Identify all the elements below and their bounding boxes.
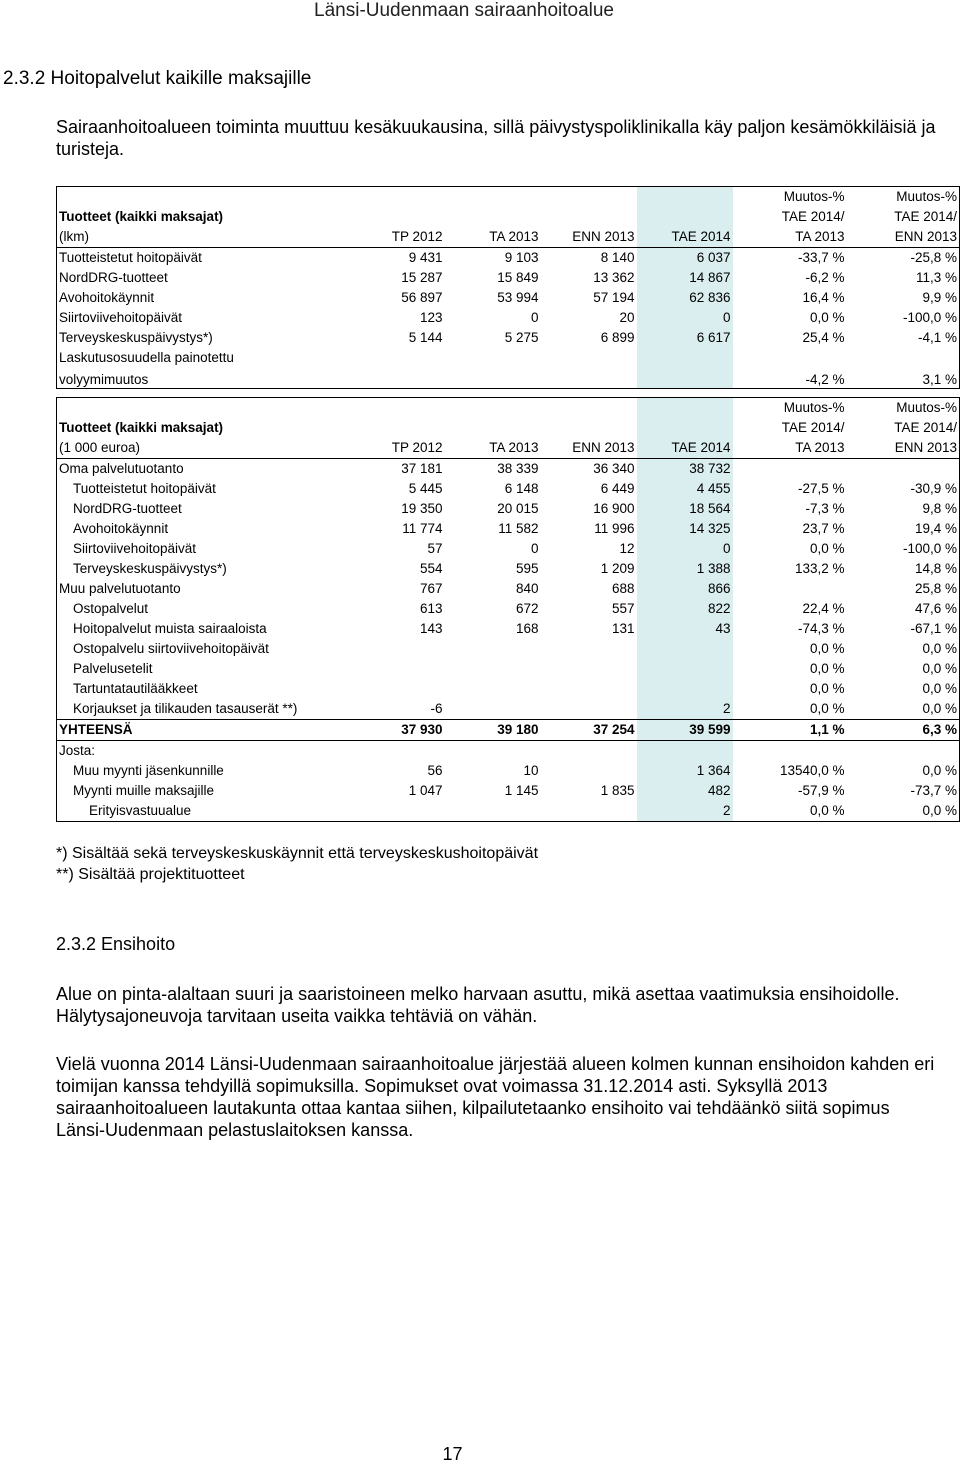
- table2-cell: 0,0 %: [809, 641, 845, 656]
- table1-cell: 13 362: [593, 270, 635, 285]
- table1-change-header-2-line2: TAE 2014/: [894, 209, 957, 224]
- table2-cell: 672: [515, 601, 539, 616]
- table2-total-cell: 37 930: [357, 720, 445, 741]
- table2-row-label: Ostopalvelu siirtoviivehoitopäivät: [73, 641, 269, 656]
- table2-row: [57, 801, 960, 822]
- table2-cell: 11 582: [498, 521, 539, 536]
- table2-cell: 37 181: [401, 461, 443, 476]
- table1-row-label: NordDRG-tuotteet: [59, 270, 168, 285]
- table2-row-label: Terveyskeskuspäivystys*): [73, 561, 227, 576]
- table1-change-header-2-line3: ENN 2013: [847, 227, 960, 248]
- table2-josta-label: Josta:: [59, 743, 96, 758]
- table2-cell: [445, 679, 541, 699]
- table2-cell: 2: [637, 699, 733, 720]
- table1-cell: 14 867: [637, 268, 733, 288]
- products-euro-table: [56, 397, 960, 822]
- table2-total-label: YHTEENSÄ: [57, 720, 357, 741]
- table1-cell: 5 275: [504, 330, 539, 345]
- ensihoito-paragraph-1: Alue on pinta-alaltaan suuri ja saaristoineen melko harvaan asuttu, mikä asettaa vaatimuksia ensihoidolle. Hälytysajoneuvoja tarvitaan useita vaikka tehtäviä on vähän.: [56, 984, 900, 1026]
- table2-cell: 131: [611, 621, 635, 636]
- table1-change-header-1-line3: TA 2013: [733, 227, 847, 248]
- table2-cell: 12: [619, 541, 635, 556]
- table2-cell: 1 835: [600, 783, 635, 798]
- table2-cell: 866: [637, 579, 733, 599]
- table2-cell: 482: [637, 781, 733, 801]
- footnote-2: **) Sisältää projektituotteet: [56, 866, 245, 883]
- table2-cell: 0,0 %: [922, 803, 957, 818]
- table1-change-header-1-line2: TAE 2014/: [781, 209, 845, 224]
- table2-cell: 57: [427, 541, 443, 556]
- table2-row: [57, 639, 960, 659]
- table2-row-label: Tartuntatautilääkkeet: [73, 681, 198, 696]
- table1-cell: -4,2 %: [805, 372, 845, 387]
- table1-col-header: TP 2012: [357, 227, 445, 248]
- table2-row-label: Avohoitokäynnit: [73, 521, 169, 536]
- table2-cell: 1 209: [600, 561, 635, 576]
- table2-cell: 38 339: [497, 461, 539, 476]
- table2-cell: [445, 801, 541, 822]
- table1-cell: 0: [530, 310, 539, 325]
- table2-row: [57, 699, 960, 720]
- table2-total-cell: 37 254: [541, 720, 637, 741]
- table2-cell: [357, 659, 445, 679]
- table2-row: [57, 459, 960, 480]
- table2-cell: 0,0 %: [922, 661, 957, 676]
- table2-col-header: ENN 2013: [541, 438, 637, 459]
- table2-cell: 595: [515, 561, 539, 576]
- table2-cell: 4 455: [637, 479, 733, 499]
- table2-cell: 1 388: [637, 559, 733, 579]
- table2-cell: [541, 639, 637, 659]
- table1-row: [57, 288, 960, 308]
- table1-cell: 20: [619, 310, 635, 325]
- table2-change-header-2-line3: ENN 2013: [847, 438, 960, 459]
- table2-row-label: NordDRG-tuotteet: [73, 501, 182, 516]
- table1-cell: 8 140: [600, 250, 635, 265]
- table1-cell: 6 899: [600, 330, 635, 345]
- table2-cell: 20 015: [497, 501, 539, 516]
- table2-cell: 16 900: [593, 501, 635, 516]
- table1-cell: 11,3 %: [915, 270, 957, 285]
- table1-cell: 9 103: [504, 250, 539, 265]
- table2-cell: 23,7 %: [802, 521, 845, 536]
- table2-cell: [733, 459, 847, 480]
- table2-row: [57, 479, 960, 499]
- table2-cell: 14,8 %: [914, 561, 957, 576]
- table2-cell: 6 449: [600, 481, 635, 496]
- table2-row: [57, 559, 960, 579]
- table2-change-header-2-line1: Muutos-%: [896, 400, 957, 415]
- table2-cell: 14 325: [637, 519, 733, 539]
- table2-cell: 11 774: [402, 521, 443, 536]
- table1-cell: 15 849: [497, 270, 539, 285]
- table1-row: [57, 308, 960, 328]
- table1-row-label: Avohoitokäynnit: [59, 290, 155, 305]
- table1-row-label: Siirtoviivehoitopäivät: [59, 310, 183, 325]
- table1-last-row-label: volyymimuutos: [59, 372, 149, 387]
- table2-cell: 557: [611, 601, 635, 616]
- table2-body: [57, 459, 960, 720]
- table2-row: [57, 579, 960, 599]
- table2-row-label: Korjaukset ja tilikauden tasauserät **): [73, 701, 298, 716]
- table1-col-header: TA 2013: [445, 227, 541, 248]
- table2-cell: -27,5 %: [797, 481, 845, 496]
- table1-cell: 25,4 %: [802, 330, 845, 345]
- table2-cell: 19,4 %: [914, 521, 957, 536]
- table2-change-header-1-line2: TAE 2014/: [781, 420, 845, 435]
- table2-row: [57, 499, 960, 519]
- table2-cell: 0: [637, 539, 733, 559]
- table2-cell: [637, 639, 733, 659]
- table2-cell: 25,8 %: [914, 581, 957, 596]
- table2-cell: [357, 679, 445, 699]
- table2-josta-body: [57, 761, 960, 822]
- table1-cell: 3,1 %: [922, 372, 957, 387]
- table2-cell: 38 732: [637, 459, 733, 480]
- table2-cell: 22,4 %: [802, 601, 845, 616]
- table2-cell: [541, 699, 637, 720]
- table2-cell: [445, 659, 541, 679]
- table2-cell: -67,1 %: [910, 621, 957, 636]
- table2-cell: 13540,0 %: [779, 763, 845, 778]
- table1-change-header-1-line1: Muutos-%: [783, 189, 845, 204]
- table1-cell: -4,1 %: [917, 330, 957, 345]
- table1-cell: 0,0 %: [809, 310, 845, 325]
- table2-cell: 0,0 %: [809, 661, 845, 676]
- table2-cell: 0: [530, 541, 539, 556]
- table1-row-label: Tuotteistetut hoitopäivät: [59, 250, 202, 265]
- table2-cell: 2: [637, 801, 733, 822]
- table2-cell: [445, 699, 541, 720]
- table1-cell: 123: [419, 310, 443, 325]
- table2-cell: 0,0 %: [922, 681, 957, 696]
- table2-cell: -73,7 %: [910, 783, 957, 798]
- table2-cell: 0,0 %: [809, 803, 845, 818]
- table2-unit: (1 000 euroa): [57, 438, 357, 459]
- table1-col-header: TAE 2014: [637, 227, 733, 248]
- table2-cell: 0,0 %: [809, 701, 845, 716]
- table2-col-header: TAE 2014: [637, 438, 733, 459]
- table2-total-cell: 39 599: [637, 720, 733, 741]
- table2-row-label: Muu myynti jäsenkunnille: [73, 763, 224, 778]
- table2-row-label: Muu palvelutuotanto: [59, 581, 181, 596]
- table2-row: [57, 519, 960, 539]
- table2-cell: 133,2 %: [794, 561, 845, 576]
- table2-cell: 19 350: [401, 501, 443, 516]
- table2-cell: -7,3 %: [805, 501, 845, 516]
- page-number: 17: [442, 1444, 463, 1464]
- table2-row-label: Tuotteistetut hoitopäivät: [73, 481, 216, 496]
- table2-cell: [733, 579, 847, 599]
- table2-cell: [847, 459, 960, 480]
- table1-cell: -100,0 %: [902, 310, 957, 325]
- footnote-1: *) Sisältää sekä terveyskeskuskäynnit että terveyskeskushoitopäivät: [56, 845, 539, 862]
- table2-cell: 0,0 %: [809, 541, 845, 556]
- table1-cell: 53 994: [497, 290, 539, 305]
- table2-cell: -6: [430, 701, 443, 716]
- table1-change-header-2-line1: Muutos-%: [896, 189, 957, 204]
- table1-cell: 6 617: [637, 328, 733, 348]
- page-header: Länsi-Uudenmaan sairaanhoitoalue: [314, 0, 614, 21]
- table2-row-label: Palvelusetelit: [73, 661, 153, 676]
- table2-total-cell: 1,1 %: [733, 720, 847, 741]
- table1-cell: 57 194: [593, 290, 635, 305]
- table2-cell: 143: [419, 621, 443, 636]
- ensihoito-paragraph-2: Vielä vuonna 2014 Länsi-Uudenmaan sairaanhoitoalue järjestää alueen kolmen kunnan ensihoidon kahden eri toimijan kanssa tehdyillä sopimuksilla. Sopimukset ovat voimassa 31.12.2014 asti. Syksyllä 2013 sairaanhoitoalueen lautakunta ottaa kantaa siihen, kilpailutetaanko ensihoito vai tehdäänkö siitä sopimus Länsi-Uudenmaan pelastuslaitoksen kanssa.: [56, 1054, 935, 1140]
- table2-cell: [541, 679, 637, 699]
- table2-col-header: TA 2013: [445, 438, 541, 459]
- table1-row: [57, 248, 960, 269]
- table2-row: [57, 619, 960, 639]
- table2-cell: 1 145: [504, 783, 539, 798]
- table2-cell: 6 148: [504, 481, 539, 496]
- table2-row: [57, 679, 960, 699]
- table2-cell: [541, 659, 637, 679]
- table1-cell: 6 037: [637, 248, 733, 269]
- table1-row-label: Terveyskeskuspäivystys*): [59, 330, 213, 345]
- table2-cell: [637, 679, 733, 699]
- table2-row-label: Erityisvastuualue: [89, 803, 192, 818]
- table2-cell: 1 364: [637, 761, 733, 781]
- table2-row: [57, 781, 960, 801]
- table2-cell: [357, 801, 445, 822]
- table1-cell: 56 897: [401, 290, 443, 305]
- table2-cell: 554: [419, 561, 443, 576]
- table2-cell: 10: [523, 763, 539, 778]
- section-heading: 2.3.2 Hoitopalvelut kaikille maksajille: [3, 68, 312, 89]
- table2-cell: [541, 801, 637, 822]
- table2-row-label: Myynti muille maksajille: [73, 783, 215, 798]
- table1-title: Tuotteet (kaikki maksajat): [59, 209, 224, 224]
- table2-row-label: Oma palvelutuotanto: [59, 461, 184, 476]
- intro-paragraph: Sairaanhoitoalueen toiminta muuttuu kesäkuukausina, sillä päivystyspoliklinikalla käy paljon kesämökkiläisiä ja turisteja.: [56, 117, 936, 159]
- table2-cell: 0,0 %: [922, 641, 957, 656]
- table1-body: [57, 248, 960, 349]
- section-heading-ensihoito: 2.3.2 Ensihoito: [56, 934, 176, 954]
- table2-cell: 43: [637, 619, 733, 639]
- table2-cell: 0,0 %: [922, 763, 957, 778]
- table2-total-cell: 6,3 %: [847, 720, 960, 741]
- table2-cell: -100,0 %: [902, 541, 957, 556]
- table2-change-header-1-line3: TA 2013: [733, 438, 847, 459]
- table1-cell: -33,7 %: [797, 250, 845, 265]
- table1-cell: -25,8 %: [910, 250, 957, 265]
- table1-row: [57, 268, 960, 288]
- table2-total-cell: 39 180: [445, 720, 541, 741]
- table2-row: [57, 761, 960, 781]
- table1-unit: (lkm): [57, 227, 357, 248]
- table2-row-label: Ostopalvelut: [73, 601, 149, 616]
- table2-row: [57, 599, 960, 619]
- table2-cell: [357, 639, 445, 659]
- table2-cell: 36 340: [593, 461, 635, 476]
- table2-cell: 11 996: [594, 521, 635, 536]
- table1-cell: 5 144: [408, 330, 443, 345]
- table2-title: Tuotteet (kaikki maksajat): [59, 420, 224, 435]
- table2-cell: [637, 659, 733, 679]
- table1-cell: 9 431: [408, 250, 443, 265]
- table2-change-header-2-line2: TAE 2014/: [894, 420, 957, 435]
- table2-cell: 688: [611, 581, 635, 596]
- table2-cell: 767: [419, 581, 443, 596]
- table2-cell: 9,8 %: [922, 501, 957, 516]
- table2-cell: 1 047: [408, 783, 443, 798]
- table2-cell: 18 564: [637, 499, 733, 519]
- table2-col-header: TP 2012: [357, 438, 445, 459]
- table2-row: [57, 539, 960, 559]
- table1-cell: 16,4 %: [802, 290, 845, 305]
- products-count-table: [56, 186, 960, 389]
- table1-cell: 15 287: [401, 270, 443, 285]
- table2-cell: 0,0 %: [809, 681, 845, 696]
- table1-cell: 9,9 %: [922, 290, 957, 305]
- table1-cell: -6,2 %: [805, 270, 845, 285]
- table2-cell: 47,6 %: [914, 601, 957, 616]
- table1-last-row-label: Laskutusosuudella painotettu: [59, 350, 234, 365]
- table2-cell: 613: [419, 601, 443, 616]
- table1-row: [57, 328, 960, 348]
- table2-cell: -30,9 %: [910, 481, 957, 496]
- table2-cell: -74,3 %: [797, 621, 845, 636]
- table2-cell: 822: [637, 599, 733, 619]
- table2-row-label: Siirtoviivehoitopäivät: [73, 541, 197, 556]
- table1-cell: 62 836: [637, 288, 733, 308]
- table2-cell: -57,9 %: [797, 783, 845, 798]
- table2-cell: 5 445: [408, 481, 443, 496]
- table2-cell: 168: [515, 621, 539, 636]
- table1-col-header: ENN 2013: [541, 227, 637, 248]
- table2-cell: 840: [515, 581, 539, 596]
- table2-change-header-1-line1: Muutos-%: [783, 400, 845, 415]
- table2-cell: [541, 761, 637, 781]
- table2-row: [57, 659, 960, 679]
- table2-cell: [445, 639, 541, 659]
- table2-cell: 0,0 %: [922, 701, 957, 716]
- table2-row-label: Hoitopalvelut muista sairaaloista: [73, 621, 267, 636]
- table1-cell: 0: [637, 308, 733, 328]
- table2-cell: 56: [427, 763, 443, 778]
